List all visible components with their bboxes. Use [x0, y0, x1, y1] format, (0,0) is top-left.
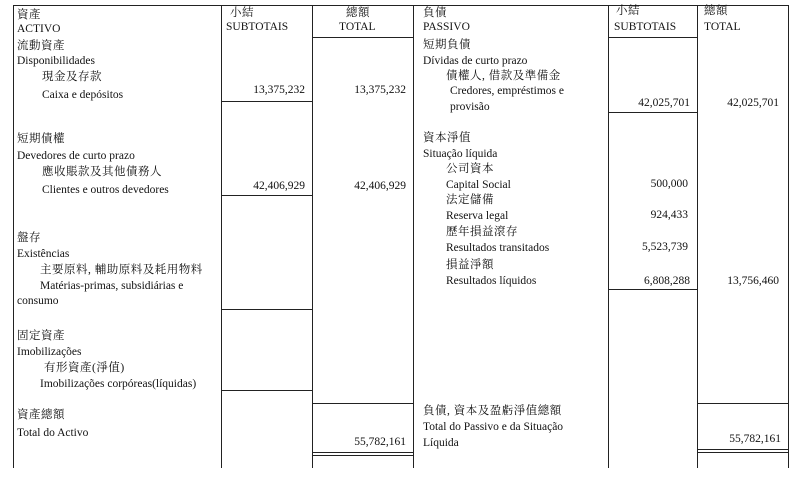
col-divider-liab-subtotal	[608, 5, 609, 468]
net-result-value: 6,808,288	[644, 275, 690, 287]
rule-a-sub-1	[221, 101, 312, 102]
left-border	[13, 5, 14, 468]
clients-label-pt: Clientes e outros devedores	[42, 184, 169, 196]
fixed-assets-title-pt: Imobilizações	[17, 346, 82, 358]
center-divider	[413, 5, 414, 468]
cash-label-pt: Caixa e depósitos	[42, 89, 124, 101]
capital-label-zh: 公司資本	[446, 163, 494, 175]
header-underline-assets-total	[312, 37, 413, 38]
right-border	[788, 5, 789, 468]
retained-value: 5,523,739	[642, 241, 688, 253]
materials-label-pt-line1: Matérias-primas, subsidiárias e	[40, 280, 184, 292]
cash-label-zh: 現金及存款	[42, 71, 102, 83]
rule-l-total-double-2	[697, 452, 788, 453]
retained-label-zh: 歷年損益滾存	[446, 226, 518, 238]
short-term-subtotal-value: 42,025,701	[638, 97, 690, 109]
col-divider-assets-total	[312, 5, 313, 468]
receivables-subtotal-value: 42,406,929	[253, 180, 305, 192]
capital-value: 500,000	[650, 178, 688, 190]
assets-heading-zh: 資產	[17, 9, 41, 21]
header-underline-liab-subtotal	[608, 37, 697, 38]
rule-l-sub-2	[608, 289, 697, 290]
assets-subtotals-heading-pt: SUBTOTAIS	[226, 21, 289, 33]
net-result-label-zh: 損益淨額	[446, 259, 494, 271]
col-divider-assets-subtotal	[221, 5, 222, 468]
rule-a-total-double-1	[312, 452, 413, 453]
liab-subtotals-heading-pt: SUBTOTAIS	[614, 21, 677, 33]
legal-reserve-label-pt: Reserva legal	[446, 210, 509, 222]
equity-total-value: 13,756,460	[727, 275, 779, 287]
assets-total-heading-zh: 總額	[346, 7, 370, 19]
reserves-label-zh: 法定儲備	[446, 194, 494, 206]
assets-grand-total-value: 55,782,161	[354, 436, 406, 448]
creditors-label-zh: 債權人, 借款及準備金	[446, 70, 561, 82]
rule-a-total-top	[312, 403, 413, 404]
fixed-assets-title-zh: 固定資產	[17, 330, 65, 342]
liab-grand-total-label-zh: 負債, 資本及盈虧淨值總額	[423, 405, 562, 417]
rule-a-sub-4	[221, 390, 312, 391]
liab-grand-total-label-pt-line2: Líquida	[423, 437, 459, 449]
creditors-label-pt-line1: Credores, empréstimos e	[450, 85, 565, 97]
top-border	[13, 5, 789, 6]
receivables-total-value: 42,406,929	[354, 180, 406, 192]
receivables-title-zh: 短期債權	[17, 133, 65, 145]
legal-reserve-value: 924,433	[650, 209, 688, 221]
assets-grand-total-label-pt: Total do Activo	[17, 427, 89, 439]
tangible-label-zh: 有形資產(淨值)	[44, 362, 125, 374]
rule-l-total-top	[697, 403, 788, 404]
liab-subtotals-heading-zh: 小結	[616, 5, 640, 17]
disponibilidades-label: Disponibilidades	[17, 55, 95, 67]
net-result-label-pt: Resultados líquidos	[446, 275, 537, 287]
col-divider-liab-total	[697, 5, 698, 468]
rule-a-sub-2	[221, 195, 312, 196]
liab-grand-total-value: 55,782,161	[729, 433, 781, 445]
short-term-total-value: 42,025,701	[727, 97, 779, 109]
liab-grand-total-label-pt-line1: Total do Passivo e da Situação	[423, 421, 564, 433]
liabilities-heading-pt: PASSIVO	[423, 21, 470, 33]
materials-label-pt-line2: consumo	[17, 295, 59, 307]
assets-total-heading-pt: TOTAL	[339, 21, 376, 33]
receivables-title-pt: Devedores de curto prazo	[17, 150, 135, 162]
assets-grand-total-label-zh: 資產總額	[17, 409, 65, 421]
inventory-title-pt: Existências	[17, 248, 70, 260]
short-term-title-zh: 短期負債	[423, 39, 471, 51]
materials-label-zh: 主要原料, 輔助原料及耗用物料	[40, 264, 203, 276]
cash-total-value: 13,375,232	[354, 84, 406, 96]
equity-title-pt: Situação líquida	[423, 148, 498, 160]
rule-l-total-double-1	[697, 449, 788, 450]
rule-a-total-double-2	[312, 455, 413, 456]
creditors-label-pt-line2: provisão	[450, 101, 490, 113]
assets-subtotals-heading-zh: 小結	[230, 7, 254, 19]
inventory-title-zh: 盤存	[17, 232, 41, 244]
cash-subtotal-value: 13,375,232	[253, 84, 305, 96]
rule-a-sub-3	[221, 309, 312, 310]
liabilities-heading-zh: 負債	[423, 7, 447, 19]
tangible-label-pt: Imobilizações corpóreas(líquidas)	[40, 378, 197, 390]
short-term-title-pt: Dívidas de curto prazo	[423, 55, 528, 67]
capital-label-pt: Capital Social	[446, 179, 511, 191]
liab-total-heading-pt: TOTAL	[704, 21, 741, 33]
liab-total-heading-zh: 總額	[704, 5, 728, 17]
current-assets-title-zh: 流動資產	[17, 40, 65, 52]
retained-label-pt: Resultados transitados	[446, 242, 550, 254]
rule-l-sub-1	[608, 112, 697, 113]
clients-label-zh: 應收賬款及其他債務人	[42, 166, 162, 178]
equity-title-zh: 資本淨值	[423, 132, 471, 144]
assets-heading-pt: ACTIVO	[17, 23, 61, 35]
